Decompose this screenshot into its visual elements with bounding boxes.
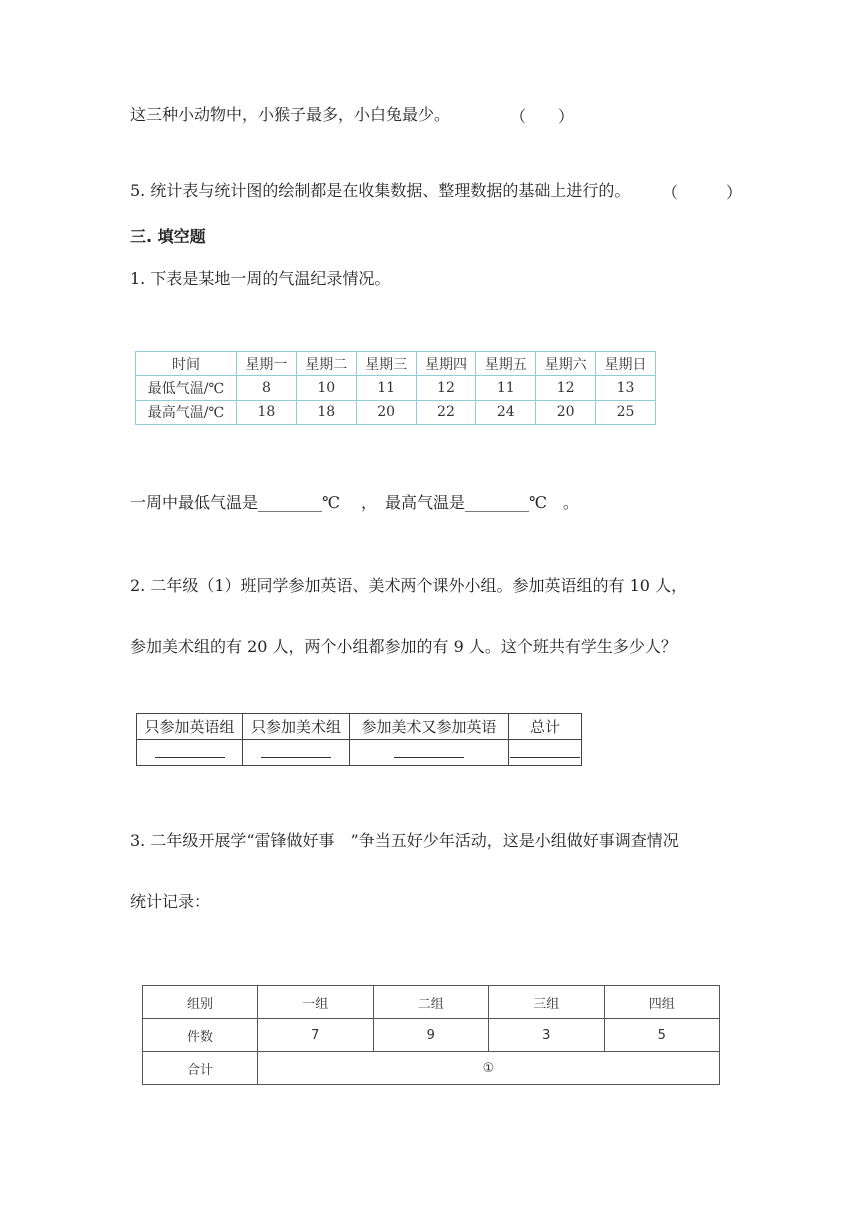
table-cell: 25 (596, 400, 656, 424)
table-cell: 18 (237, 400, 297, 424)
table-cell: 3 (489, 1019, 605, 1052)
table-cell: 最低气温/℃ (136, 376, 237, 400)
table-cell: 参加美术又参加英语 (350, 714, 509, 740)
table-row (136, 400, 656, 424)
group-table (136, 713, 582, 766)
table-cell: 12 (416, 376, 476, 400)
table-cell: 合计 (143, 1052, 258, 1085)
table-header-row (143, 986, 720, 1019)
table-cell: 二组 (373, 986, 489, 1019)
table-header-row (136, 352, 656, 376)
table-cell: 20 (536, 400, 596, 424)
answer-blank-english[interactable] (137, 740, 243, 766)
statement-5: 5. 统计表与统计图的绘制都是在收集数据、整理数据的基础上进行的。 (130, 181, 631, 200)
table-cell: 星期二 (296, 352, 356, 376)
table-cell: 只参加英语组 (137, 714, 243, 740)
table-cell: 11 (356, 376, 416, 400)
table-cell: 星期四 (416, 352, 476, 376)
table-cell: 13 (596, 376, 656, 400)
table-cell: 7 (258, 1019, 374, 1052)
q2-line-1: 2. 二年级（1）班同学参加英语、美术两个课外小组。参加英语组的有 10 人， (130, 576, 688, 595)
table-cell: 最高气温/℃ (136, 400, 237, 424)
answer-paren-5[interactable]: （ ） (662, 183, 743, 202)
answer-blank-total[interactable] (509, 740, 582, 766)
section-title: 三. 填空题 (130, 227, 206, 246)
table-cell: 星期三 (356, 352, 416, 376)
table-cell: 11 (476, 376, 536, 400)
table-cell: 三组 (489, 986, 605, 1019)
table-cell: 只参加美术组 (243, 714, 350, 740)
answer-blank-total[interactable]: ① (258, 1052, 720, 1085)
table-row (143, 1052, 720, 1085)
table-cell: 5 (604, 1019, 720, 1052)
table-header-row (137, 714, 582, 740)
answer-paren-4[interactable]: （ ） (510, 107, 575, 126)
table-cell: 20 (356, 400, 416, 424)
table-cell: 24 (476, 400, 536, 424)
table-cell: 时间 (136, 352, 237, 376)
q3-line-2: 统计记录： (130, 892, 211, 911)
table-row (143, 1019, 720, 1052)
q1-answer-line[interactable]: 一周中最低气温是________℃ ， 最高气温是________℃ 。 (130, 493, 579, 512)
q3-line-1: 3. 二年级开展学“雷锋做好事 ”争当五好少年活动，这是小组做好事调查情况 (130, 831, 679, 850)
table-row (137, 740, 582, 766)
table-cell: 一组 (258, 986, 374, 1019)
table-cell: 星期六 (536, 352, 596, 376)
statement-4: 这三种小动物中，小猴子最多，小白兔最少。 (130, 105, 451, 124)
table-row (136, 376, 656, 400)
table-cell: 四组 (604, 986, 720, 1019)
table-cell: 8 (237, 376, 297, 400)
table-cell: 9 (373, 1019, 489, 1052)
table-cell: 22 (416, 400, 476, 424)
table-cell: 总计 (509, 714, 582, 740)
table-cell: 星期一 (237, 352, 297, 376)
good-deeds-table (142, 985, 720, 1085)
table-cell: 星期五 (476, 352, 536, 376)
q1-prompt: 1. 下表是某地一周的气温纪录情况。 (130, 269, 391, 288)
table-cell: 10 (296, 376, 356, 400)
table-cell: 18 (296, 400, 356, 424)
table-cell: 星期日 (596, 352, 656, 376)
q2-line-2: 参加美术组的有 20 人，两个小组都参加的有 9 人。这个班共有学生多少人？ (130, 637, 677, 656)
answer-blank-art[interactable] (243, 740, 350, 766)
answer-blank-both[interactable] (350, 740, 509, 766)
table-cell: 12 (536, 376, 596, 400)
table-cell: 件数 (143, 1019, 258, 1052)
temperature-table (135, 351, 656, 425)
table-cell: 组别 (143, 986, 258, 1019)
